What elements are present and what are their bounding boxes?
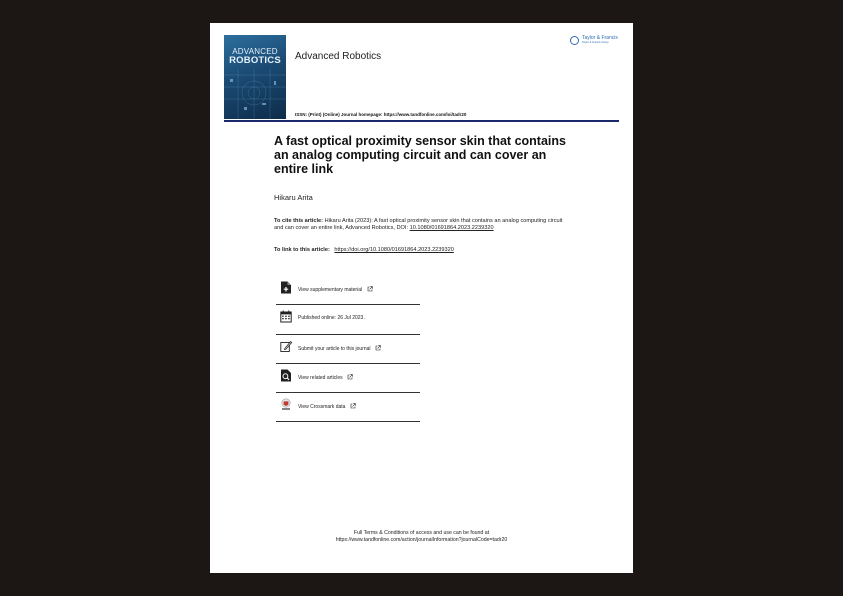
related-articles-label: View related articles xyxy=(298,374,343,381)
published-date-label: Published online: 26 Jul 2023. xyxy=(298,315,365,322)
footer-terms-link[interactable]: https://www.tandfonline.com/action/journalInformation?journalCode=tadr20 xyxy=(335,537,508,543)
pdf-cover-page xyxy=(210,23,633,573)
terms-footer xyxy=(210,530,633,544)
external-link-icon xyxy=(350,403,356,409)
crossmark-label: View Crossmark data xyxy=(298,404,346,411)
journal-name: Advanced Robotics xyxy=(295,51,382,62)
list-item-supplementary[interactable] xyxy=(276,276,420,305)
citation-label: To cite this article: xyxy=(274,218,324,224)
supplementary-label: View supplementary material xyxy=(298,287,363,293)
external-link-icon xyxy=(375,345,381,351)
link-label: To link to this article: xyxy=(274,247,330,253)
article-link-line xyxy=(274,247,454,253)
list-item-crossmark[interactable] xyxy=(276,393,420,422)
calendar-icon xyxy=(280,310,292,323)
list-item-submit[interactable] xyxy=(276,335,420,364)
citation-doi-link[interactable]: 10.1080/01691864.2023.2239320 xyxy=(409,225,494,232)
citation-text: Hikaru Arita (2023): A fast optical proximity sensor skin that contains an analog computing circuit and can cover an entire link, Advanced Robotics, DOI: xyxy=(274,218,563,232)
issn-line xyxy=(295,112,466,117)
external-link-icon xyxy=(367,286,373,292)
cover-title-line1: ADVANCED xyxy=(232,47,278,56)
article-title-line: A fast optical proximity sensor skin that contains xyxy=(274,134,566,148)
list-item-published xyxy=(276,305,420,334)
citation-block xyxy=(274,218,564,232)
edit-icon xyxy=(280,340,292,353)
article-author: Hikaru Arita xyxy=(274,193,313,202)
publisher-logo-icon xyxy=(570,36,579,45)
list-item-related[interactable] xyxy=(276,364,420,393)
cover-title-line2: ROBOTICS xyxy=(229,55,281,66)
search-document-icon xyxy=(280,369,292,382)
header-divider xyxy=(224,120,619,122)
submit-article-label: Submit your article to this journal xyxy=(298,345,371,352)
article-title-line: entire link xyxy=(274,162,334,176)
publisher-logo xyxy=(570,35,625,49)
external-link-icon xyxy=(347,374,353,380)
journal-cover-image xyxy=(224,35,286,119)
issn-label: ISSN: (Print) (Online) Journal homepage: xyxy=(295,112,383,117)
publisher-group: Taylor & Francis Group xyxy=(582,41,609,44)
article-doi-link[interactable]: https://doi.org/10.1080/01691864.2023.2239320 xyxy=(334,247,454,253)
article-title xyxy=(274,134,574,176)
article-actions-list xyxy=(276,276,420,422)
footer-line1: Full Terms & Conditions of access and use can be found at xyxy=(353,530,490,536)
publisher-name: Taylor & Francis xyxy=(582,35,618,41)
crossmark-icon xyxy=(280,398,292,411)
journal-homepage-link[interactable]: https://www.tandfonline.com/loi/tadr20 xyxy=(383,112,467,117)
supplementary-file-icon xyxy=(280,281,292,294)
article-title-line: an analog computing circuit and can cover an xyxy=(274,148,547,162)
